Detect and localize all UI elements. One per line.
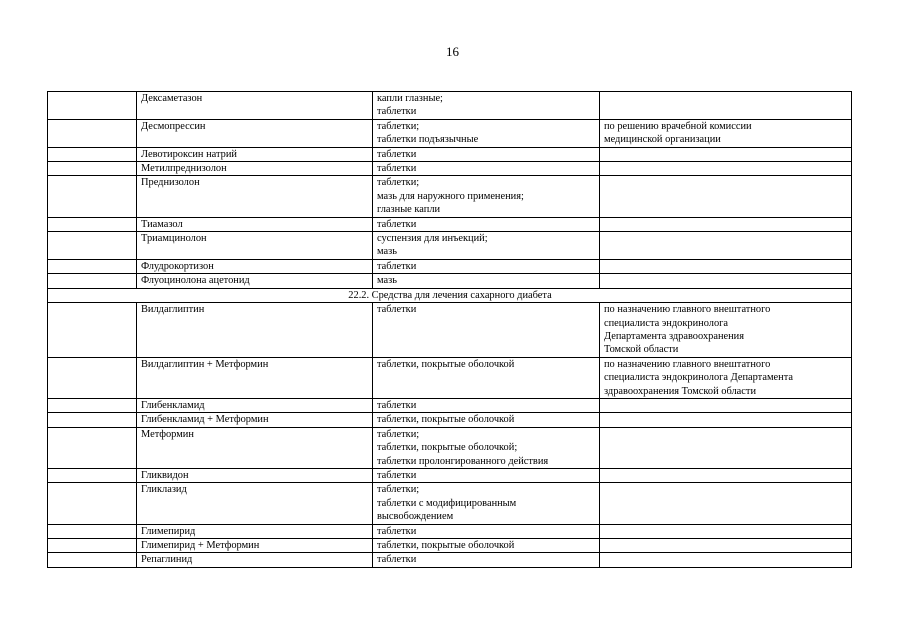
dosage-form-cell: таблетки bbox=[373, 468, 600, 482]
drug-name-cell: Вилдаглиптин + Метформин bbox=[137, 357, 373, 398]
note-cell bbox=[600, 176, 852, 217]
note-cell bbox=[600, 232, 852, 260]
table-row bbox=[48, 483, 852, 524]
drug-name-cell: Триамцинолон bbox=[137, 232, 373, 260]
code-cell bbox=[48, 357, 137, 398]
table-row bbox=[48, 274, 852, 288]
drug-name-cell: Тиамазол bbox=[137, 217, 373, 231]
table-row bbox=[48, 524, 852, 538]
code-cell bbox=[48, 427, 137, 468]
note-cell bbox=[600, 398, 852, 412]
code-cell bbox=[48, 176, 137, 217]
table-row bbox=[48, 147, 852, 161]
code-cell bbox=[48, 217, 137, 231]
drug-name-cell: Гликлазид bbox=[137, 483, 373, 524]
table-row bbox=[48, 468, 852, 482]
code-cell bbox=[48, 553, 137, 567]
table-row bbox=[48, 539, 852, 553]
drug-name-cell: Дексаметазон bbox=[137, 92, 373, 120]
table-row bbox=[48, 413, 852, 427]
dosage-form-cell: мазь bbox=[373, 274, 600, 288]
drug-name-cell: Глибенкламид bbox=[137, 398, 373, 412]
drug-name-cell: Флуоцинолона ацетонид bbox=[137, 274, 373, 288]
code-cell bbox=[48, 303, 137, 358]
dosage-form-cell: таблетки bbox=[373, 524, 600, 538]
dosage-form-cell: таблетки, покрытые оболочкой bbox=[373, 357, 600, 398]
page-number: 16 bbox=[446, 44, 459, 59]
code-cell bbox=[48, 232, 137, 260]
table-row bbox=[48, 119, 852, 147]
note-cell bbox=[600, 427, 852, 468]
table-row bbox=[48, 162, 852, 176]
code-cell bbox=[48, 398, 137, 412]
note-cell: по назначению главного внештатного специалиста эндокринолога Департамента здравоохранения Томской области bbox=[600, 303, 852, 358]
code-cell bbox=[48, 119, 137, 147]
code-cell bbox=[48, 92, 137, 120]
table-row bbox=[48, 92, 852, 120]
drug-name-cell: Глимепирид bbox=[137, 524, 373, 538]
note-cell bbox=[600, 524, 852, 538]
note-cell bbox=[600, 413, 852, 427]
drug-name-cell: Левотироксин натрий bbox=[137, 147, 373, 161]
note-cell bbox=[600, 162, 852, 176]
note-cell: по решению врачебной комиссии медицинской организации bbox=[600, 119, 852, 147]
note-cell bbox=[600, 274, 852, 288]
table-row bbox=[48, 176, 852, 217]
note-cell bbox=[600, 553, 852, 567]
code-cell bbox=[48, 274, 137, 288]
drug-name-cell: Флудрокортизон bbox=[137, 259, 373, 273]
code-cell bbox=[48, 413, 137, 427]
section-row bbox=[48, 288, 852, 302]
code-cell bbox=[48, 162, 137, 176]
table-row bbox=[48, 553, 852, 567]
code-cell bbox=[48, 539, 137, 553]
dosage-form-cell: капли глазные; таблетки bbox=[373, 92, 600, 120]
section-heading: 22.2. Средства для лечения сахарного диабета bbox=[48, 288, 852, 302]
note-cell bbox=[600, 92, 852, 120]
note-cell: по назначению главного внештатного специалиста эндокринолога Департамента здравоохранения Томской области bbox=[600, 357, 852, 398]
note-cell bbox=[600, 147, 852, 161]
note-cell bbox=[600, 217, 852, 231]
drug-name-cell: Вилдаглиптин bbox=[137, 303, 373, 358]
note-cell bbox=[600, 539, 852, 553]
drug-name-cell: Десмопрессин bbox=[137, 119, 373, 147]
dosage-form-cell: таблетки bbox=[373, 147, 600, 161]
note-cell bbox=[600, 259, 852, 273]
dosage-form-cell: таблетки bbox=[373, 162, 600, 176]
table-row bbox=[48, 427, 852, 468]
dosage-form-cell: таблетки; таблетки, покрытые оболочкой; таблетки пролонгированного действия bbox=[373, 427, 600, 468]
dosage-form-cell: таблетки bbox=[373, 217, 600, 231]
dosage-form-cell: таблетки bbox=[373, 553, 600, 567]
dosage-form-cell: таблетки, покрытые оболочкой bbox=[373, 539, 600, 553]
table-row bbox=[48, 232, 852, 260]
drug-name-cell: Репаглинид bbox=[137, 553, 373, 567]
code-cell bbox=[48, 259, 137, 273]
table-row bbox=[48, 217, 852, 231]
dosage-form-cell: таблетки; таблетки подъязычные bbox=[373, 119, 600, 147]
code-cell bbox=[48, 147, 137, 161]
dosage-form-cell: таблетки; таблетки с модифицированным высвобождением bbox=[373, 483, 600, 524]
drug-table-body bbox=[48, 92, 852, 568]
drug-name-cell: Глимепирид + Метформин bbox=[137, 539, 373, 553]
drug-name-cell: Гликвидон bbox=[137, 468, 373, 482]
dosage-form-cell: таблетки, покрытые оболочкой bbox=[373, 413, 600, 427]
dosage-form-cell: таблетки; мазь для наружного применения; глазные капли bbox=[373, 176, 600, 217]
code-cell bbox=[48, 483, 137, 524]
table-row bbox=[48, 357, 852, 398]
dosage-form-cell: таблетки bbox=[373, 259, 600, 273]
drug-table bbox=[47, 91, 852, 568]
drug-name-cell: Метформин bbox=[137, 427, 373, 468]
table-row bbox=[48, 303, 852, 358]
code-cell bbox=[48, 524, 137, 538]
dosage-form-cell: таблетки bbox=[373, 398, 600, 412]
dosage-form-cell: таблетки bbox=[373, 303, 600, 358]
dosage-form-cell: суспензия для инъекций; мазь bbox=[373, 232, 600, 260]
drug-name-cell: Глибенкламид + Метформин bbox=[137, 413, 373, 427]
drug-name-cell: Преднизолон bbox=[137, 176, 373, 217]
note-cell bbox=[600, 468, 852, 482]
drug-name-cell: Метилпреднизолон bbox=[137, 162, 373, 176]
table-row bbox=[48, 259, 852, 273]
code-cell bbox=[48, 468, 137, 482]
note-cell bbox=[600, 483, 852, 524]
table-row bbox=[48, 398, 852, 412]
